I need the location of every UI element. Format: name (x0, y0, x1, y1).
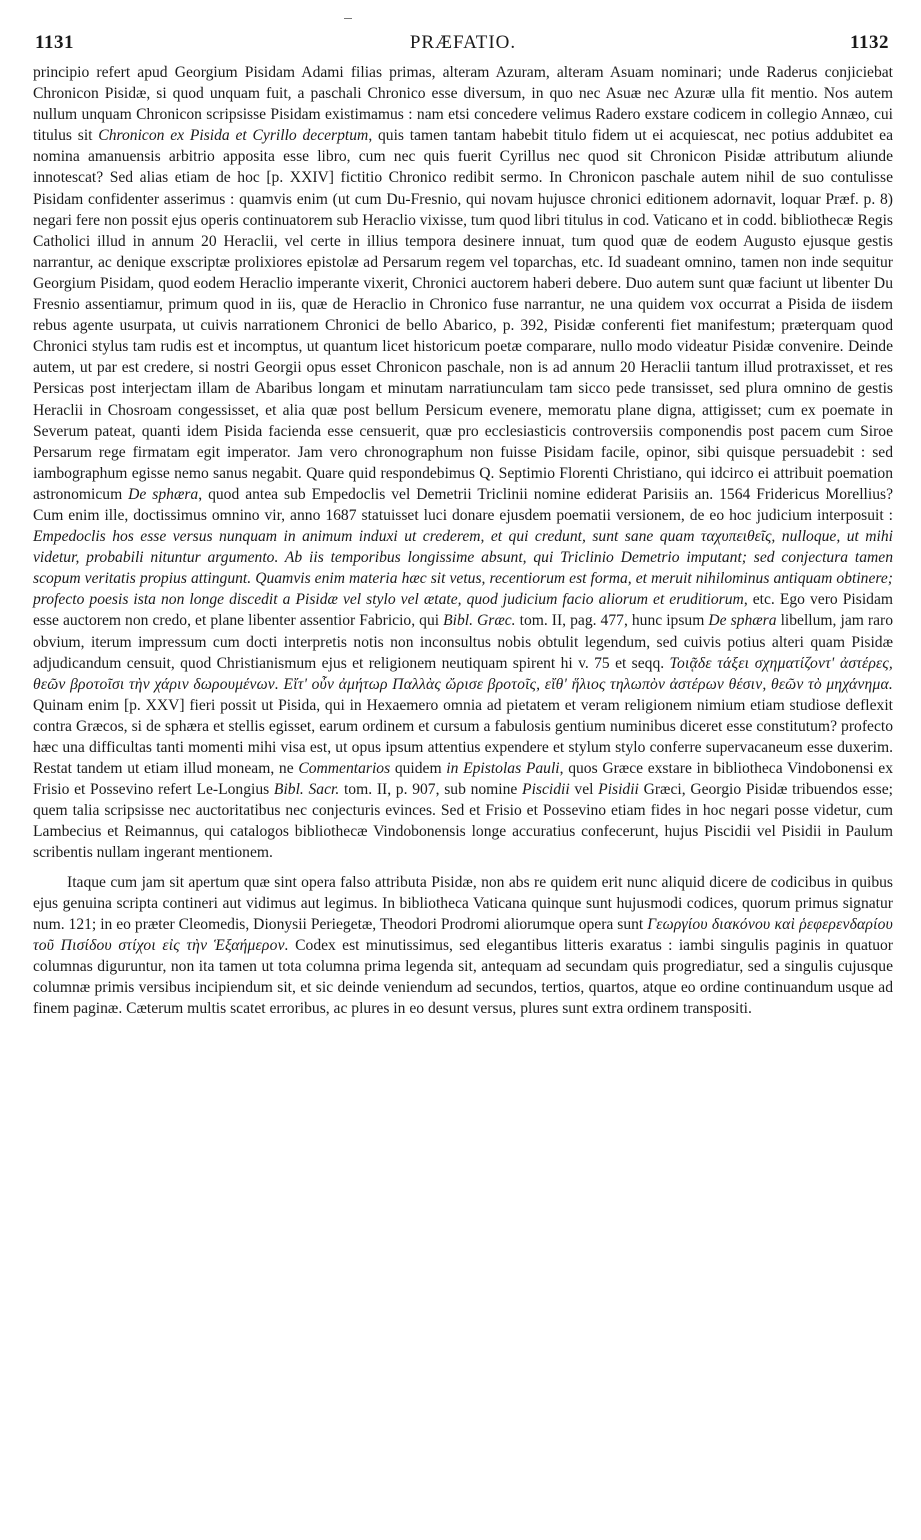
text-segment: , quod antea sub Empedoclis vel Demetrii Triclinii nomine ediderat Parisiis an. 1564 Fridericus Morellius? Cum enim ille, doctissimus omnino vir, anno 1687 statuisset luci donare ejusdem poematii versionem, de eo hoc judicium interposuit : (33, 485, 893, 524)
running-title: PRÆFATIO. (409, 32, 517, 53)
greek-quotation: Τοιᾷδε τάξει σχηματίζοντ' ἀστέρες, θεῶν βροτοῖσι τὴν χάριν δωρουμένων. Εἴτ' οὖν ἀμήτωρ Παλλὰς ὤρισε βροτοῖς, εἴθ' ἥλιος τηλωπὸν ἀστέρων θέσιν, θεῶν τὸ μηχάνημα. (33, 654, 894, 693)
text-segment: libellum, jam raro obvium, iterum impressum cum docti interpretis notis non inconsultus nobis obtulit legendum, sed cuivis potius alteri quam Pisidæ adjudicandum censuit, quod Christianismum ejus et religionem neutiquam spirent hi v. 75 et seqq. (33, 612, 894, 672)
left-column-number: 1131 (35, 32, 74, 53)
text-segment: Quinam enim [p. XXV] fieri possit ut Pisida, qui in Hexaemero omnia ad pietatem et veram religionem nimium etiam studiose deflexit contra Græcos, si de sphæra et stellis egisset, earum ordinem et cursum a fabulosis gentium numinibus diceret esse constitutum? profecto hæc una difficultas tanti momenti mihi visa est, ut opus ipsum attentius expendere et stylum stylo conferre supervacaneum esse duxerim. Restat tandem ut etiam illud moneam, ne (33, 696, 893, 778)
text-segment: Græci, Georgio Pisidæ tribuendos esse; quem talia scripsisse nec auctoritatibus nec conjecturis evinces. Sed et Frisio et Possevino etiam fides in hoc negari posse videtur, cum Lambecius et Reimannus, qui catalogos bibliothecæ Vindobonensis longe accuratius confecerunt, hujus Piscidii vel Pisidii in Paulum scribentis nullam ingerant mentionem. (33, 781, 893, 862)
text-segment: principio refert apud Georgium Pisidam Adami filias primas, alteram Azuram, alteram Asuam nominari; unde Raderus conjiciebat Chronicon Pisidæ, si quod unquam fuit, a paschali Chronico esse diversum, in quo nec Asuæ nec Azuræ ulla fit mentio. Nos autem nullum unquam Chronicon scripsisse Pisidam existimamus : nam etsi concedere velimus Radero exstare codicem in collegio Annæo, cui titulus sit (33, 64, 893, 145)
paragraph-2 (33, 872, 893, 1020)
right-column-number: 1132 (850, 32, 889, 53)
text-segment: Itaque cum jam sit apertum quæ sint opera falso attributa Pisidæ, non abs re quidem erit nunc aliquid dicere de codicibus in quibus ejus genuina scripta contineri aut vidimus aut legimus. In bibliotheca Vaticana quinque sunt hujusmodi codices, quorum primus signatur num. 121; in eo præter Cleomedis, Dionysii Periegetæ, Theodori Prodromi aliorumque opera sunt (33, 873, 893, 933)
italic-reference-bibl-sacr: Bibl. Sacr. (273, 781, 340, 799)
text-segment: tom. II, pag. 477, hunc ipsum (515, 612, 709, 630)
page-header (33, 26, 893, 62)
italic-name-pisidii: Pisidii (598, 781, 639, 799)
text-segment: Codex est minutissimus, sed elegantibus litteris exaratus : iambi singulis paginis in quatuor columnas diguruntur, non ita tamen ut tota columna prima legenda sit, antequam ad secundam quis progrediatur, sed a singulis cujusque columnæ primis versibus incipiendum sit, et sic deinde veniendum ad secundos, tertios, quartos, atque eo ordine continuandum usque ad finem paginæ. Cæterum multis scatet erroribus, ac plures in eo desunt versus, plures sunt extra ordinem transpositi. (33, 936, 894, 1018)
italic-title-de-sphaera: De sphæra (708, 612, 777, 630)
greek-codex-title: Γεωργίου διακόνου καὶ ῥεφερενδαρίου τοῦ Πισίδου στίχοι εἰς τὴν Ἑξαήμερον. (33, 915, 893, 954)
text-segment: tom. II, p. 907, sub nomine (339, 781, 523, 799)
italic-epistolas-pauli: in Epistolas Pauli (446, 760, 560, 778)
text-segment: vel (569, 781, 599, 799)
italic-commentarios: Commentarios (298, 760, 391, 778)
text-segment: , etc. Ego vero Pisidam esse auctorem non credo, et plane libenter assentior Fabricio, qui (33, 591, 893, 630)
header-rule-mark (344, 18, 352, 19)
italic-title-chronicon: Chronicon ex Pisida et Cyrillo decerptum (98, 127, 369, 145)
text-segment: , quos Græce exstare in bibliotheca Vindobonensi ex Frisio et Possevino refert Le-Longius (33, 760, 893, 799)
text-segment: quidem (390, 760, 447, 778)
italic-quotation: Empedoclis hos esse versus nunquam in animum induxi ut crederem, et qui credunt, sunt sane quam ταχυπειθεῖς, nulloque, ut mihi videtur, probabili nituntur argumento. Ab iis temporibus longissime absunt, qui Triclinio Demetrio imputant; sed conjectura tamen scopum veritatis propius attingunt. Quamvis enim materia hæc sit vetus, recentiorum est forma, et meruit nihilominus antiquam obtinere; profecto poesis ista non longe discedit a Pisidæ vel stylo vel ætate, quod judicium facio aliorum et eruditiorum (33, 528, 893, 609)
italic-name-piscidii: Piscidii (522, 781, 570, 799)
body-text (33, 62, 893, 1019)
text-segment: , quis tamen tantam habebit titulo fidem ut ei acquiescat, nec potius addubitet ea nomina amanuensis arbitrio apposita esse libro, cum nec quis fuerit Cyrillus nec quod sit Chronicon Pisidæ attributum aliunde innotescat? Sed alias etiam de hoc [p. XXIV] fictitio Chronico redibit sermo. In Chronicon paschale autem nihil de suo contulisse Pisidam confidenter asserimus : quamvis enim (ut cum Du-Fresnio, qui novam hujusce chronici editionem adornavit, loquar Præf. p. 8) negari fere non possit ejus operis continuatorem sub Heraclio vixisse, tum quod libri titulus in cod. Vaticano et in codd. bibliothecæ Regis Catholici illud in annum 20 Heraclii, vel certe in illius tempora desinere innuat, tum quod quæ de eodem Augusto ejusque gestis narrantur, ac denique exscriptæ prolixiores epistolæ ad Persarum regem vel toparchas, etc. Id suadeant omnino, tamen non inde sequitur Georgium Pisidam, quod eodem Heraclio imperante vixerit, Chronici auctorem haberi debere. Duo autem sunt quæ faciunt ut libenter Du Fresnio assentiamur, primum quod in iis, quæ de Heraclio in Chronico fuse narrantur, ne una quidem vox occurrat a Pisida de iisdem rebus agente usurpata, ut cuivis narrationem Chronici de bello Abarico, p. 392, Pisidæ conferenti fiet manifestum; præterquam quod Chronici stylus tam rudis est et incomptus, ut quantum licet historicum poetæ comparare, nullo modo videatur Pisidæ convenire. Deinde autem, ut par est credere, si nostri Georgii opus esset Chronicon paschale, non is ad annum 20 Heraclii tantum illud protraxisset, et res Persicas post interjectam illam de Abaribus longam et minutam narratiunculam tam sicco pede transisset, sed plura omnino de gestis Heraclii in Chosroam congessisset, et alia quæ post bellum Persicum evenere, memoratu plane digna, attigisset; cum ex poemate in Severum pateat, quanti idem Pisida facienda esse censuerit, quæ pro ecclesiasticis controversiis componendis post pacem cum Siroe Persarum rege firmatam egit imperator. Jam vero chronographum non fuisse Pisidam facile, opinor, sibi quisque persuadebit : sed iambographum egisse nemo sanus negabit. Quare quid respondebimus Q. Septimio Florenti Christiano, qui idcirco ei attribuit poemation astronomicum (33, 127, 893, 503)
paragraph-1 (33, 62, 893, 864)
page (33, 26, 893, 1019)
italic-title-de-sphaera: De sphæra (128, 485, 199, 503)
italic-reference-bibl-graec: Bibl. Græc. (443, 612, 516, 630)
